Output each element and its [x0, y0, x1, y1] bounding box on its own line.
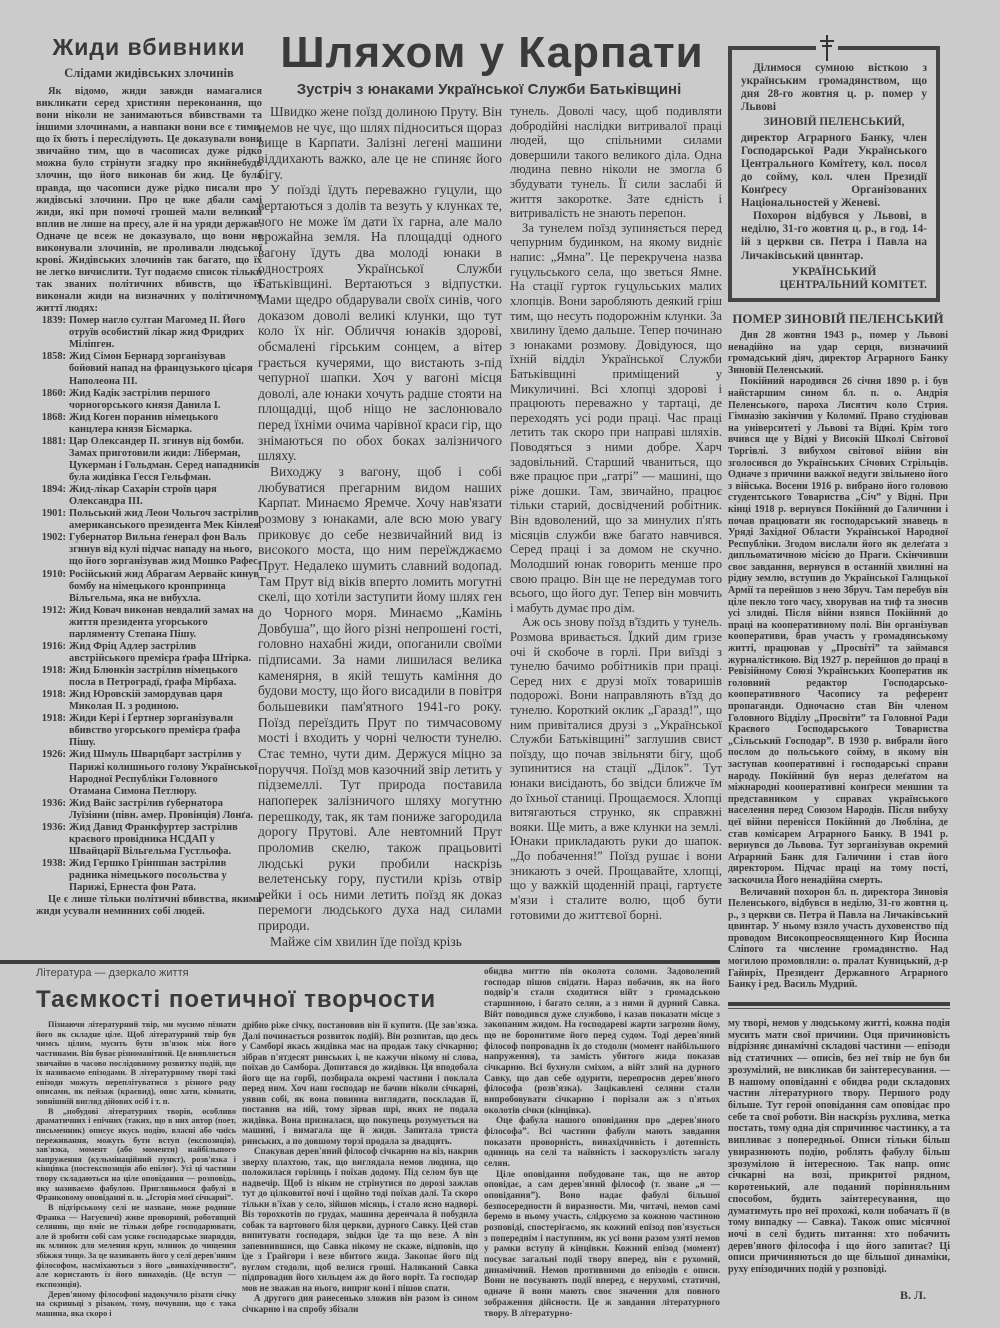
- obituary-text: Похорон відбувся у Львові, в неділю, 31-го жовтня ц. р., в год. 14-ій з церкви св. Петра і Павла на Личаківський цвинтар.: [741, 210, 927, 262]
- list-item-text: Цар Олександер II. згинув від бомби. Замах приготовили жиди: Ліберман, Цукерман і Гольдман. Серед нападників була жидівка Гесся Гельфман.: [69, 435, 260, 483]
- list-item-year: 1881:: [41, 435, 66, 447]
- list-item-year: 1839:: [41, 315, 66, 327]
- list-item: [36, 569, 262, 605]
- paragraph: дрібно ріже січку, постановив він її купити. (Це зав'язка. Далі починається розвиток подій). Він розпитав, що десь у Самборі якась жидівка має на продаж таку січкарню; зібрав п'ятдесят ринських і, не кажучи нікому ні слова, поїхав до Самбора. Допитався до жидівки. Ця вподобала його ще на горбі, позбирала окремі частини і поклала перед ним. Хоч наш господар не бачив ніколи січкарні, уявив собі, як вона повинна виглядати, поскладав її, поставив на ній, тому зірвав шрі, яких не подала жидівка. Вона призналася, що покупець розумується на машині, і вимагала ще й жиди. Запитала триста ринських, а по довшому торзі продала за двадцять.: [242, 1020, 478, 1146]
- list-item-year: 1901:: [41, 508, 66, 520]
- list-item: [36, 436, 262, 484]
- left-article-subtitle: Слідами жидівських злочинів: [64, 66, 234, 80]
- list-item-text: Жид Сімон Бернард зорганізував бойовий напад на французького цісаря Наполеона III.: [69, 351, 253, 387]
- list-item-year: 1918:: [41, 665, 66, 676]
- paragraph: обидва миттю пів околота соломи. Задоволений господар пішов снідати. Нараз побачив, як на його подвір'я стали сходитися війт з громадською старшиною, і багато селян, а з ними й дурний Савка. Війт поводився дуже службово, і казав показати місце з закопаним жидом. На господареві жарти загрозив йому, що не боронитиме його перед судом. Тоді дерев'яний філософ попровадив їх до стодоли (момент найбільшого напруження), та замість убитого жида показав січкарню. Всі бухнули сміхом, а війт злий на дурного Савку, що дав себе одурити, перепросив дерев'яного філософа (розв'язка). Зацікавлені селяни стали випробовувати січкарню і порізали аж з п'ятьох околотів січки (кінцівка).: [484, 966, 720, 1115]
- list-item: [36, 605, 262, 641]
- list-item-text: Польський жид Леон Чольгоч застрілив американського президента Мек Кінлея.: [69, 508, 262, 532]
- list-item: [36, 749, 262, 797]
- list-item: [36, 641, 262, 665]
- divider: [728, 1008, 950, 1009]
- divider: [728, 1002, 950, 1006]
- list-item: [36, 351, 262, 387]
- list-item: [36, 798, 262, 822]
- right-article-title: ПОМЕР ЗИНОВІЙ ПЕЛЕНСЬКИЙ: [732, 311, 944, 326]
- left-article-body: [36, 86, 262, 918]
- list-item: [36, 388, 262, 412]
- list-item: [36, 858, 262, 894]
- list-item-text: Жиди Кері і Ґертнер зорганізували вбивство угорського премієра ґрафа Пішу.: [69, 713, 241, 749]
- paragraph: Ціле оповідання побудоване так, що не автор оповідає, а сам дерев'яний філософ (т. зване „я — оповідання”). Воно надає фабулі більшої безпосередности й виразности. Ми, читачі, немов самі беремо в ньому участь, слідкуємо за кожною частиною розповіді, спостерігаємо, як кожний епізод пов'язується з попереднім і наступним, як усі вони разом узяті немов у рамки вступу й кінцівки. Кожний епізод (момент) посуває загальні події твору вперед, він є рухомий, динамічний. Немов противними до епізодів є описи. Вони не посувають події вперед, є нерухомі, статичні, одначе й вони мають своє значення для повного зображення дійсности. Це ж завдання літературного твору. В літературно-: [484, 1168, 720, 1318]
- paragraph: У поїзді їдуть переважно гуцули, що вертаються з долів та везуть у клунках те, чого не може їм дати їх гарна, але мало врожайна земля. На площадці одного вагону їдуть два молоді юнаки в одностроях Української Служби Батьківщині. Вертаються з відпустки. Мами щедро обдарували своїх синів, чого доказом доволі великі клунки, що тут коло їх ніг. Обличчя юнаків здорові, обсмалені гірським сонцем, а вітер грається кучерями, що вистають з-під чепурної шапки. Хоч у вагоні місця доволі, але юнаки хочуть радше стояти на площадці, щоб ніщо не заслонювало перед їхніми очима чарівної краси гір, що знімаються по обох боках залізничого шляху.: [258, 182, 502, 464]
- list-item-year: 1936:: [41, 821, 66, 833]
- train-article-subtitle: Зустріч з юнаками Української Служби Батьківщині: [296, 81, 682, 98]
- crime-list: [36, 315, 262, 894]
- list-item-text: Жид Фріц Адлер застрілив австрійського премієра ґрафа Штірка.: [69, 640, 252, 664]
- literature-column-2: [242, 1020, 478, 1314]
- list-item: [36, 412, 262, 436]
- obituary-notice: [728, 46, 940, 302]
- paragraph: А другого дня ранесенько зложив він разом із сином січкарню і на спробу збізали: [242, 1293, 478, 1314]
- list-item-text: Жид Ковач виконав невдалий замах на життя президента угорського парляменту Степана Пішу.: [69, 604, 254, 640]
- list-item: [36, 822, 262, 858]
- paragraph: му творі, немов у людському житті, кожна подія мусить мати свої причини. Оця причиновість відрізняє динамічні складові частини — епізоди від статичних — описів, без неї твір не був би зрозумілий, не викликав би заінтересування. — В нашому оповіданні є обидва роди складових частин літературного твору. Першого роду більше. Тут герой оповідання сам оповідає про себе та свої роботи. Він наскрізь рухлива, метка постать, тому одна дія спричинює частинку, а та випливає з попередньої. Описи тільки більш увиразнюють подію, роблять фабулу більш зрозумілою й інтересною. Так напр. опис січкарні на возі, прикритої рядном, коротенький, але поданий порівняльним способом, будить заінтересування, що думатимуть про неї прохожі, коли побачать її (в тому випадку — Савка). Також опис місячної ночі в селі будить питання: хто побачить дерев'яного філософа і що його запитає? Ці описи причиняються до ще більшої динаміки, руху епізодичних подій у розповіді.: [728, 1018, 950, 1276]
- paragraph: Виходжу з вагону, щоб і собі любуватися прегарним видом наших Карпат. Минаємо Яремче. Хочу нав'язати розмову з юнаками, але всю мою увагу приковує до себе незвичайний вид із високого моста, що ним переїжджаємо Прут. Недалеко шумить славний водопад. Там Прут від віків вперто ломить могутні скелі, що хотіли заступити йому шлях ген до Чорного моря. Минаємо „Камінь Довбуша”, що його різні непрошені гості, головно нахабні жиди, опоганили своїми підписами. За нами лишилася велика каменярня, в якій тешуть каміння до будови мосту, що його висадили в повітря большевики пам'ятного 1941-го року. Поїзд переїздить Прут по тимчасовому мості і входить у чорні челюсти тунелю. Стає темно, чути дим. Держуся міцно за поруччя. Поїзд мов казочний звір летить у підземеллі. Тут природа поставила напоперек залізничого шляху могутню перешкоду, так, як там пониже загородила дорогу Прутові. Але невтомний Прут проломив скелю, також працьовиті людські руки пробили наскрізь велетенську гору, пустили крізь отвір рейки і ось ними летить поїзд як доказ перемоги людського духа над силами природи.: [258, 464, 502, 934]
- list-item-text: Російський жид Абрагам Аервайс кинув бомбу на німецького кронпринца Вільгельма, яка не вибухла.: [69, 568, 259, 604]
- paragraph: За тунелем поїзд зупиняється перед чепурним будинком, на якому видніє напис: „Ямна”. Це перекручена назва гуцульського села, що зветься Ямне. На стації гурток гуцульських малих хлопців. Вони заробляють деякий гріш тим, що несуть подорожнім клунки. За хвилину їдемо дальше. Тепер починаю з юнаками розмову. Довідуюся, що їхній відділ Української Служби Батьківщині приміщений у Микуличині. Всі хлопці здорові і працюють переважно у тартаці, де переходять усі роди праці. Час праці летить так скоро при направі шляхів. Поводяться з ними добре. Харч задовільний. Старший чваниться, що вже працює при „гатрі” — машині, що ріже дошки. Там, звичайно, працює тільки старий, досвідчений робітник. Він вдоволений, що за минулих п'ять місяців служби вже багато навчився. Серед праці і за домом не скучно. Молодший юнак говорить менше про свою працю. Він ще не передумав того всього, що його дуг. Тепер він мовчить і мабуть думає про дім.: [510, 220, 722, 615]
- list-item-text: Жид Коген поранив німецького канцлера князя Бісмарка.: [69, 411, 219, 435]
- list-item: [36, 665, 262, 689]
- paragraph: Величавий похорон бл. п. директора Зиновія Пеленського, відбувся в неділю, 31-го жовтня ц. р., з церкви св. Петра й Павла на Личаківський цвинтар. У ньому взяло участь духовенство під проводом Високопреосвященного Кир Йосипа Сліпого та численне громадянство. Над могилою промовляли: о. пралат Куницький, д-р Гайнріх, Президент Державного Аграрного Банку і ред. Василь Мудрий.: [728, 886, 948, 991]
- paragraph: В підгірському селі не назване, може родинне Франка — Нагуєвичі) живе проворний, роботящий селянин, що вміє не тільки добре господарювати, але й зробити собі сам усяке господарське знаряддя, як млинок для мелення круп, млинок до чищення збіжжя тощо. За це називають його у селі дерев'яним філософом, насміхаються з його „винахідчивости”, але користають із його винаходів. (Це вступ — експозиція).: [36, 1202, 236, 1289]
- list-item-text: Жид Гершко Грінпшан застрілив радника німецького посольства у Парижі, Ернеста фон Рата.: [69, 858, 227, 894]
- list-item-year: 1926:: [41, 749, 66, 761]
- obituary-text: Ділимося сумною вісткою з українським громадянством, що дня 28-го жовтня ц. р. помер у Львові: [741, 62, 927, 114]
- cross-icon: [816, 34, 838, 62]
- paragraph: тунель. Доволі часу, щоб подивляти добродійні наслідки витривалої праці людей, що спільними силами довершили такого великого діла. Одна людина певно ніколи не змогла б збудувати тунель. Її сили заслабі й життя закоротке. Зате єдність і витривалість не знають перепон.: [510, 104, 722, 221]
- list-item: [36, 689, 262, 713]
- paragraph: Пізнаючи літературний твір, ми мусимо пізнати його як складне ціле. Щоб літературний твір був чимсь цілим, мусить бути зв'язок між його частинами. Він буває різноманітний. Це виявляється звичайно в часово послідовному розвитку подій, що їх називаємо епізодами. В літературному творі такі епізоди можуть переплітуватися з різного роду описами, як пейзаж (краєвид), опис хати, кімнати, зовнішній вигляд дійових осіб і т. п.: [36, 1020, 236, 1106]
- literature-column-4: [728, 1018, 950, 1276]
- train-article-column-2: [510, 104, 722, 922]
- list-item-text: Жид-лікар Сахарін строїв царя Олександра III.: [69, 484, 217, 508]
- paragraph: Покійний народився 26 січня 1890 р. і був найстаршим сином бл. п. о. Андрія Пеленського, пароха Лисятич коло Стрия. Гімназію закінчив у Коломиї. Право студіював на університеті у Львові та Відні. Крім того вчився ще у Відні у Високій Школі Світової Торгівлі. З вибухом світової війни він зголосився до Українських Січових Стрільців. Одначе з причини важкої недуги звільнено його з війська. Восени 1916 р. вибрано його головою студентського Товариства „Січ” у Відні. При кінці 1918 р. вернувся Покійний до Галичини і почав працювати як господарський знавець в Уряді Західної Области Української Народної Республіки. Згодом вислали його як делеґата з дипльоматичною місією до Праги. Скінчивши своє завдання, вернувся в останній хвилині на рідну землю, вступив до Української Галицької Армії та перейшов з нею Збруч. Там перебув він ціле пекло того часу, хворував на тиф та зносив усі злидні. Після війни взявся Покійний до праці на кооперативному полі. Він організував кооперативи, брав участь у громадянському житті, працював у „Просвіті” та займався журналістикою. Від 1927 р. перейшов до праці в Ревізійному Союзі Українських Кооператив як головний редактор Господарсько-кооперативного Часопису та референт пропаганди. Одночасно став Він членом Головного Відділу „Просвіти” та Головної Ради Краєвого Господарського Товариства „Сільський Господар”. В 1930 р. вибрали його послом до польського сойму, в якому він заступав кооперативні і господарські справи народу. Покійний був нераз делеґатом на міжнародні кооперативні конґреси меншин та представником у справах українського населення перед Союзом Народів. Після вибуху цеї війни перенісся Покійний до Любліна, де став комісарем Аграрного Банку. В 1941 р. вернувся до Львова. Тут зорганізував окремий Аґрарний Банк для Галичини і став його директором. Підчас праці на тому пості, заскочила Його ненадійна смерть.: [728, 376, 948, 886]
- list-item-text: Жид Давид Франкфуртер застрілив краєвого провідника НСДАП у Швайцарії Вільгельма Густльофа.: [69, 821, 238, 857]
- literature-article-title: Таємкості поетичної творчости: [36, 986, 437, 1013]
- list-item-year: 1902:: [41, 532, 66, 544]
- literature-column-3: [484, 966, 720, 1318]
- list-item-text: Помер нагло султан Магомед II. Його отруїв особистий лікар жид Фридрих Міліпген.: [69, 315, 246, 351]
- list-item-text: Жид Блюнкін застрілив німецького посла в Петроградї, ґрафа Мірбаха.: [69, 665, 238, 689]
- paragraph: Швидко жене поїзд долиною Пруту. Він немов не чує, що шлях підноситься щораз вище в Карпати. Залізні легені машини віддихають важко, але це не спиняє його бігу.: [258, 104, 502, 182]
- list-item-year: 1894:: [41, 484, 66, 496]
- literature-column-1: [36, 1020, 236, 1318]
- list-item-text: Жид Кадік застрілив першого чорногорського князя Данила І.: [69, 387, 221, 411]
- section-divider: [0, 960, 720, 964]
- section-kicker: Література — дзеркало життя: [36, 967, 189, 979]
- list-item: [36, 484, 262, 508]
- paragraph: Майже сім хвилин їде поїзд крізь: [270, 933, 462, 949]
- obituary-signature: ЦЕНТРАЛЬНИЙ КОМІТЕТ.: [779, 278, 927, 291]
- obituary-text: директор Аграрного Банку, член Господарської Ради Українського Центрального Комітету, кол. посол до сойму, кол. член Президії Конґресу Організованих Національностей у Женеві.: [741, 131, 927, 210]
- left-article-closing: Це є лише тільки політичні вбивства, якими жиди усували неминних собі людей.: [36, 894, 262, 918]
- paragraph: Аж ось знову поїзд в'їздить у тунель. Розмова вривається. Їдкий дим гризе очі й скобоче в горлі. При виїзді з тунелю бачимо робітників при праці. Серед них є друзі моїх товаришів подорожі. Вони направляють в'їзд до тунелю. Короткий оклик „Гаразд!”, що ним привіталися друзі з „Української Служби Батьківщині” заглушив свист поїзду, що почав звільняти бігу, щоб зупинитися на стації „Ділок”. Тут юнаки висідають, бо звідси ближче їм до їхньої станиці. Прощаємося. Хлопці витягаються струнко, як справжні вояки. Ще мить, а вже клунки на землі. Юнаки прикладають руки до шапок. „До побачення!” Поїзд рушає і вони зникають з очей. Прощавайте, хлопці, що у важкій щоденній праці, гартуєте м'язи і сталите волю, щоб бути готовими до життєвої борні.: [510, 615, 722, 922]
- list-item-year: 1868:: [41, 411, 66, 423]
- list-item-text: Жид Юровскій замордував царя Миколая II. з родиною.: [69, 689, 223, 713]
- list-item-year: 1858:: [41, 351, 66, 363]
- list-item-text: Жид Шмуль Шварцбарт застрілив у Парижі колишнього голову Української Народної Республіки Головного Отамана Симона Петлюру.: [69, 749, 258, 797]
- author-signature: В. Л.: [900, 1288, 926, 1302]
- list-item: [36, 713, 262, 749]
- list-item-year: 1938:: [41, 858, 66, 869]
- list-item: [36, 508, 262, 532]
- list-item-year: 1910:: [41, 568, 66, 580]
- paragraph: Дня 28 жовтня 1943 р., помер у Львові ненадійно на удар серця, визначний громадський діяч, директор Аграрного Банку Зиновій Пеленський.: [728, 330, 948, 376]
- list-item-year: 1860:: [41, 387, 66, 399]
- paragraph: В „побудові літературних творів, особливо драматичних і епічних (таких, що в них автор (поет, письменник) описує якусь подію, власні або чиїсь переживання, можуть бути вступ (експозиція), зав'язка, момент (або моменти) найбільшого напруження (кульмінаційний пункт), розв'язка і кінцівка (постекспозиція або епілог). Усі ці частини твору складаються на ціле оповідання — розповідь, яку називаємо фабулою. Пригляньмося фабулі в Франковому оповіданні п. н. „Історія моєї січкарні”.: [36, 1106, 236, 1203]
- obituary-signature: УКРАЇНСЬКИЙ: [791, 265, 877, 278]
- obituary-name: ЗИНОВІЙ ПЕЛЕНСЬКИЙ,: [763, 116, 905, 129]
- paragraph: Дерев'яному філософові надокучило різати січку на скриньці з різаком, тому, почувши, що є така машина, яка скоро і: [36, 1289, 236, 1318]
- train-article-column-1: [258, 104, 502, 949]
- list-item-text: Губернатор Вильна ґенерал фон Валь згинув від кулі підчас нападу на нього, що його зорганізував жид Мошко Рафес.: [69, 532, 261, 568]
- left-article-title: Жиди вбивники: [52, 34, 246, 60]
- paragraph: Спакував дерев'яний філософ січкарню на віз, накрив зверху плахтою, так, що виглядала немов людина, що положилася горілиць і поїхав додому. Під селом був ще надвечір. Щоб із ніким не стрінутися по дорозі зажлав тут до цілковитої ночі і щойно тоді поїхав далі. Та скоро тільки в'їхав у село, зійшов місяць, і стало ясно надворі. Віз торохкотів по грудах, машина деренчала й побудила собак та вартового біля церкви, дурного Савку. Цей став випитувати господаря, звідки їде та що везе. А він запевнившися, що Савка нікому не скаже, відповів, що їде з Грайгори і везе вбитого жида. Закопає його під вуглом стодоли, щоб велися гроші. Наляканий Савка підпровадив його хильцем аж до його воріт. Та господар мов не зважав на нього, випряг коні і пішов спати.: [242, 1146, 478, 1293]
- list-item-year: 1936:: [41, 797, 66, 809]
- list-item-year: 1912:: [41, 604, 66, 616]
- list-item-text: Жид Вайс застрілив ґубернатора Луїзіяни (півн. амер. Провінція) Лонґа.: [69, 797, 254, 821]
- paragraph: Оце фабула нашого оповідання про „дерев'яного філософа”. Всі частини фабули мають завдання показати проворність, винахідчивість і дотепність одиниць на селі та наївність і заскорузлість загалу селян.: [484, 1115, 720, 1169]
- left-article-intro: Як відомо, жиди завжди намагалися викликати серед християн переконання, що вони ніколи не занимаються вбивствами та іншими злочинами, а навпаки вони все є тими, що їх бють і переслідують. Це доказували вони звичайно тим, що в часописах дуже рідко можна було стрінути згадку про якийнебудь злочин, що його виконав би жид. Це була правда, що часописи дуже рідко писали про жидівські злочини. Про це вже дбали самі жиди, які при помочі грошей мали великий вплив не лише на пресу, але й на уряди держав. Одначе це всеж не доказувало, що вони не виконували злочинів, не проливали людської крові. Жидівських злочинів так багато, що їх не легко вичислити. Тут подаємо список тільки так званих політичних вбивств, що їх виконали жиди на визначних у політичному життї людях:: [36, 86, 262, 315]
- train-article-title: Шляхом у Карпати: [280, 28, 704, 77]
- list-item: [36, 532, 262, 568]
- right-article-body: [728, 330, 948, 991]
- list-item: [36, 315, 262, 351]
- list-item-year: 1918:: [41, 713, 66, 725]
- list-item-year: 1918:: [41, 689, 66, 701]
- list-item-year: 1916:: [41, 640, 66, 652]
